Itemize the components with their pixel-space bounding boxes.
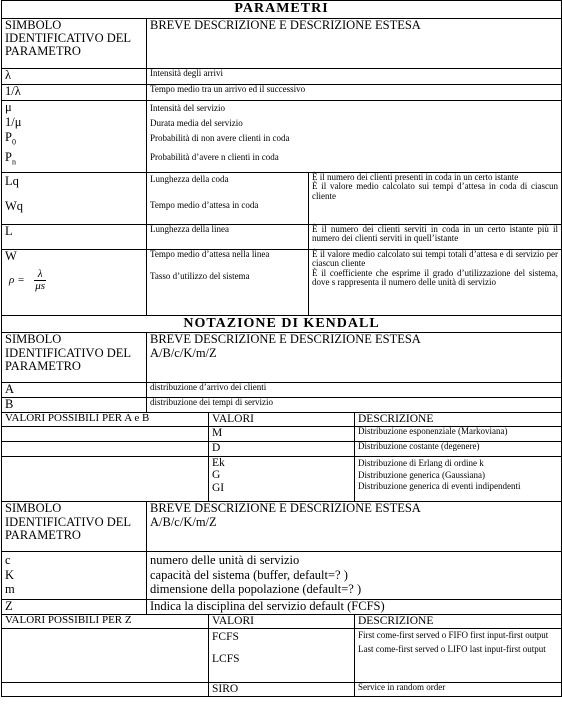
sym-inv-lambda: 1/λ <box>2 84 147 100</box>
desc-mu-group <box>147 100 562 172</box>
ab-value: D <box>209 442 355 457</box>
long-lq: È il numero dei clienti presenti in coda in un certo istante <box>312 171 519 182</box>
z-col-descrizione: DESCRIZIONE <box>355 615 562 629</box>
ab-description: Distribuzione generica di eventi indipendenti <box>358 481 521 492</box>
sym-a: A <box>2 383 147 398</box>
header-symbol: SIMBOLO IDENTIFICATIVO DEL PARAMETRO <box>2 18 147 68</box>
z-description: Last come-first served o LIFO last input-first output <box>358 643 546 654</box>
short-rho: Tasso d’utilizzo del sistema <box>150 271 250 282</box>
short-lq-wq <box>147 172 309 224</box>
sym-wq: Wq <box>5 198 24 213</box>
table-row <box>2 683 562 697</box>
ab-values-label: VALORI POSSIBILI PER A e B <box>2 413 209 427</box>
short-wq: Tempo medio d’attesa in coda <box>150 200 259 211</box>
sym-w: W <box>5 248 17 263</box>
sym-pn: $P_n$ <box>5 149 16 167</box>
desc-mu: Intensità del servizio <box>150 102 225 113</box>
table-row <box>2 457 562 502</box>
kendall-table <box>1 315 562 698</box>
table-row <box>2 629 562 683</box>
kendall-header2-notation: A/B/c/K/m/Z <box>150 514 217 529</box>
ab-description: Distribuzione generica (Gaussiana) <box>358 469 485 480</box>
ab-col-descrizione: DESCRIZIONE <box>355 413 562 427</box>
sym-l: L <box>2 224 147 249</box>
z-description-group <box>355 629 562 683</box>
kendall-title: NOTAZIONE DI KENDALL <box>2 315 562 333</box>
sym-b: B <box>2 398 147 413</box>
ab-value: GI <box>212 481 225 494</box>
desc-ckm <box>147 552 562 600</box>
desc-c: numero delle unità di servizio <box>150 553 300 568</box>
long-l: È il numero dei clienti serviti in coda in un certo istante più il numero dei clienti serviti in quell’istante <box>309 224 562 249</box>
z-values-label: VALORI POSSIBILI PER Z <box>2 615 209 629</box>
desc-inv-lambda: Tempo medio tra un arrivo ed il successivo <box>147 84 562 100</box>
table-row <box>2 442 562 457</box>
z-col-valori: VALORI <box>209 615 355 629</box>
z-value: SIRO <box>209 683 355 697</box>
desc-inv-mu: Durata media del servizio <box>150 117 243 128</box>
sym-w-rho <box>2 249 147 315</box>
short-w-rho <box>147 249 309 315</box>
ab-value-group <box>209 457 355 502</box>
short-lq: Lunghezza della coda <box>150 173 229 184</box>
sym-z: Z <box>2 600 147 615</box>
long-w: È il valore medio calcolato sui tempi totali d’attesa e di servizio per ciascun cliente <box>312 248 558 269</box>
sym-ckm <box>2 552 147 600</box>
sym-mu-group <box>2 100 147 172</box>
desc-z: Indica la disciplina del servizio default (FCFS) <box>147 600 562 615</box>
parametri-title: PARAMETRI <box>2 1 562 19</box>
ab-description: Distribuzione esponenziale (Markoviana) <box>355 427 562 442</box>
short-w: Tempo medio d’attesa nella linea <box>150 248 270 259</box>
desc-lambda: Intensità degli arrivi <box>147 68 562 84</box>
kendall-header-desc-text: BREVE DESCRIZIONE E DESCRIZIONE ESTESA <box>150 332 421 347</box>
sym-c: c <box>5 553 11 568</box>
z-description: First come-first served o FIFO first input-first output <box>358 630 549 641</box>
long-rho: È il coefficiente che esprime il grado d’utilizzazione del sistema, dove s rappresenta il numero delle unità di servizio <box>312 267 558 287</box>
ab-value: Ek <box>212 457 225 470</box>
sym-k: K <box>5 567 15 582</box>
desc-a: distribuzione d’arrivo dei clienti <box>147 383 562 398</box>
sym-lq-wq <box>2 172 147 224</box>
sym-lambda: λ <box>2 68 147 84</box>
desc-k: capacità del sistema (buffer, default=? ) <box>150 567 348 582</box>
short-l: Lunghezza della linea <box>147 224 309 249</box>
long-w-rho <box>309 249 562 315</box>
desc-m: dimensione della popolazione (default=? ) <box>150 581 362 596</box>
kendall-header2-desc-text: BREVE DESCRIZIONE E DESCRIZIONE ESTESA <box>150 501 421 516</box>
sym-p0: $P_0$ <box>5 129 16 147</box>
desc-b: distribuzione dei tempi di servizio <box>147 398 562 413</box>
rho-formula: ρ = $\frac{\lambda}{\mu s}$ <box>9 267 45 293</box>
sym-lq: Lq <box>5 173 19 188</box>
parametri-table <box>1 0 562 316</box>
kendall-header2-description <box>147 502 562 552</box>
table-row <box>2 427 562 442</box>
ab-description: Distribuzione di Erlang di ordine k <box>358 458 484 469</box>
kendall-header-symbol: SIMBOLO IDENTIFICATIVO DEL PARAMETRO <box>2 333 147 383</box>
ab-value: G <box>212 469 221 482</box>
desc-pn: Probabilità d’avere n clienti in coda <box>150 151 279 162</box>
kendall-header-description <box>147 333 562 383</box>
z-value-group <box>209 629 355 683</box>
z-value: FCFS <box>212 631 239 644</box>
desc-p0: Probabilità di non avere clienti in coda <box>150 132 290 143</box>
sym-inv-mu: 1/μ <box>5 114 22 129</box>
long-lq-wq <box>309 172 562 224</box>
ab-description: Distribuzione costante (degenere) <box>355 442 562 457</box>
header-description: BREVE DESCRIZIONE E DESCRIZIONE ESTESA <box>147 18 562 68</box>
sym-m: m <box>5 581 15 596</box>
kendall-header-notation: A/B/c/K/m/Z <box>150 345 217 360</box>
ab-col-valori: VALORI <box>209 413 355 427</box>
ab-description-group <box>355 457 562 502</box>
kendall-header2-symbol: SIMBOLO IDENTIFICATIVO DEL PARAMETRO <box>2 502 147 552</box>
long-wq: È il valore medio calcolato sui tempi d’attesa in coda di ciascun cliente <box>312 181 558 201</box>
z-value: LCFS <box>212 653 240 666</box>
sym-mu: μ <box>5 99 12 114</box>
z-description: Service in random order <box>355 683 562 697</box>
ab-value: M <box>209 427 355 442</box>
